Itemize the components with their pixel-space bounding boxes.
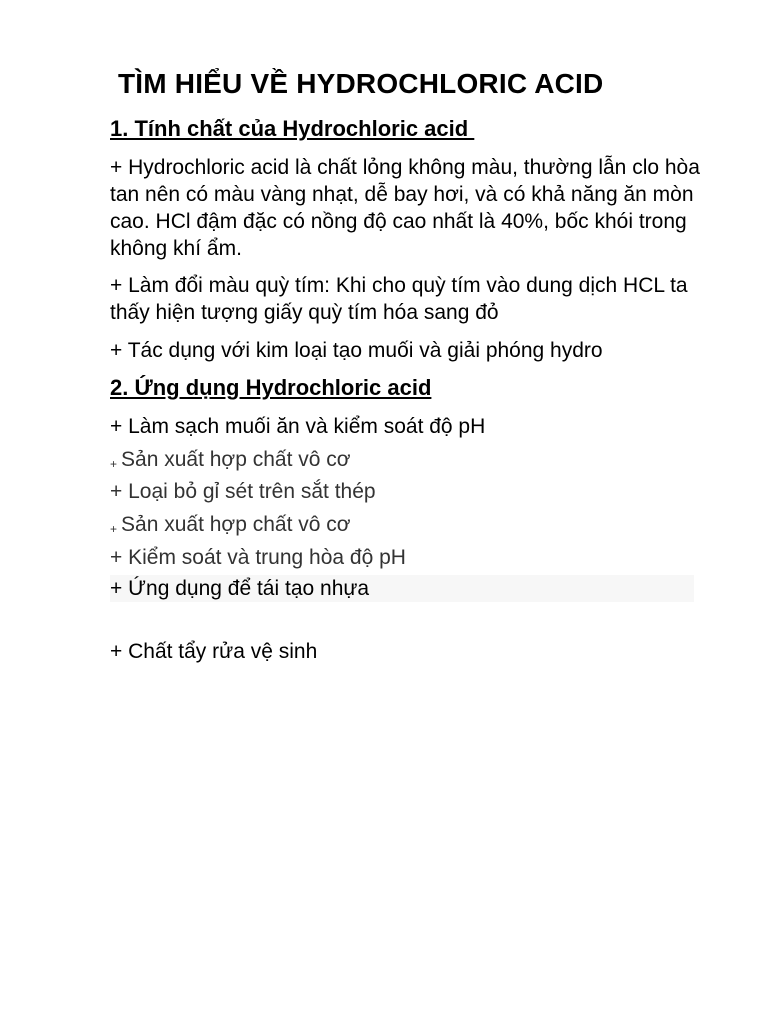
list-item-text: Chất tẩy rửa vệ sinh xyxy=(122,640,318,663)
section-1-paragraph-properties: + Hydrochloric acid là chất lỏng không màu, thường lẫn clo hòa tan nên có màu vàng nhạt, dễ bay hơi, và có khả năng ăn mòn cao. HCl đậm đặc có nồng độ cao nhất là 40%, bốc khói trong không khí ẩm. xyxy=(110,156,700,260)
list-item-text: Kiểm soát và trung hòa độ pH xyxy=(122,546,406,569)
list-item-plastic-recycling xyxy=(110,575,694,602)
list-item-text: Làm sạch muối ăn và kiểm soát độ pH xyxy=(122,415,486,438)
list-item-text: Sản xuất hợp chất vô cơ xyxy=(121,513,351,536)
list-item-text: Ứng dụng để tái tạo nhựa xyxy=(122,577,370,600)
list-plus: + xyxy=(110,480,123,503)
section-1-paragraph-litmus: + Làm đổi màu quỳ tím: Khi cho quỳ tím vào dung dịch HCL ta thấy hiện tượng giấy quỳ tím hóa sang đỏ xyxy=(110,274,688,324)
section-1-paragraph-metals: + Tác dụng với kim loại tạo muối và giải phóng hydro xyxy=(110,339,603,362)
list-plus: + xyxy=(110,640,123,663)
list-plus: + xyxy=(110,577,123,600)
list-plus: + xyxy=(110,522,118,536)
section-1-heading: 1. Tính chất của Hydrochloric acid xyxy=(110,116,475,141)
list-plus: + xyxy=(110,546,123,569)
list-item-text: Sản xuất hợp chất vô cơ xyxy=(121,448,351,471)
document-title: TÌM HIỂU VỀ HYDROCHLORIC ACID xyxy=(118,68,604,99)
list-item-clean-salt xyxy=(110,413,485,440)
list-plus: + xyxy=(110,457,118,471)
list-item-rust-removal xyxy=(110,478,376,505)
list-item-inorganic-1 xyxy=(110,446,351,478)
section-2-heading: 2. Ứng dụng Hydrochloric acid xyxy=(110,375,432,400)
list-item-text: Loại bỏ gỉ sét trên sắt thép xyxy=(122,480,376,503)
list-plus: + xyxy=(110,415,123,438)
list-item-inorganic-2 xyxy=(110,511,351,543)
list-item-ph-control xyxy=(110,544,406,571)
list-item-cleaning-agent xyxy=(110,638,317,665)
